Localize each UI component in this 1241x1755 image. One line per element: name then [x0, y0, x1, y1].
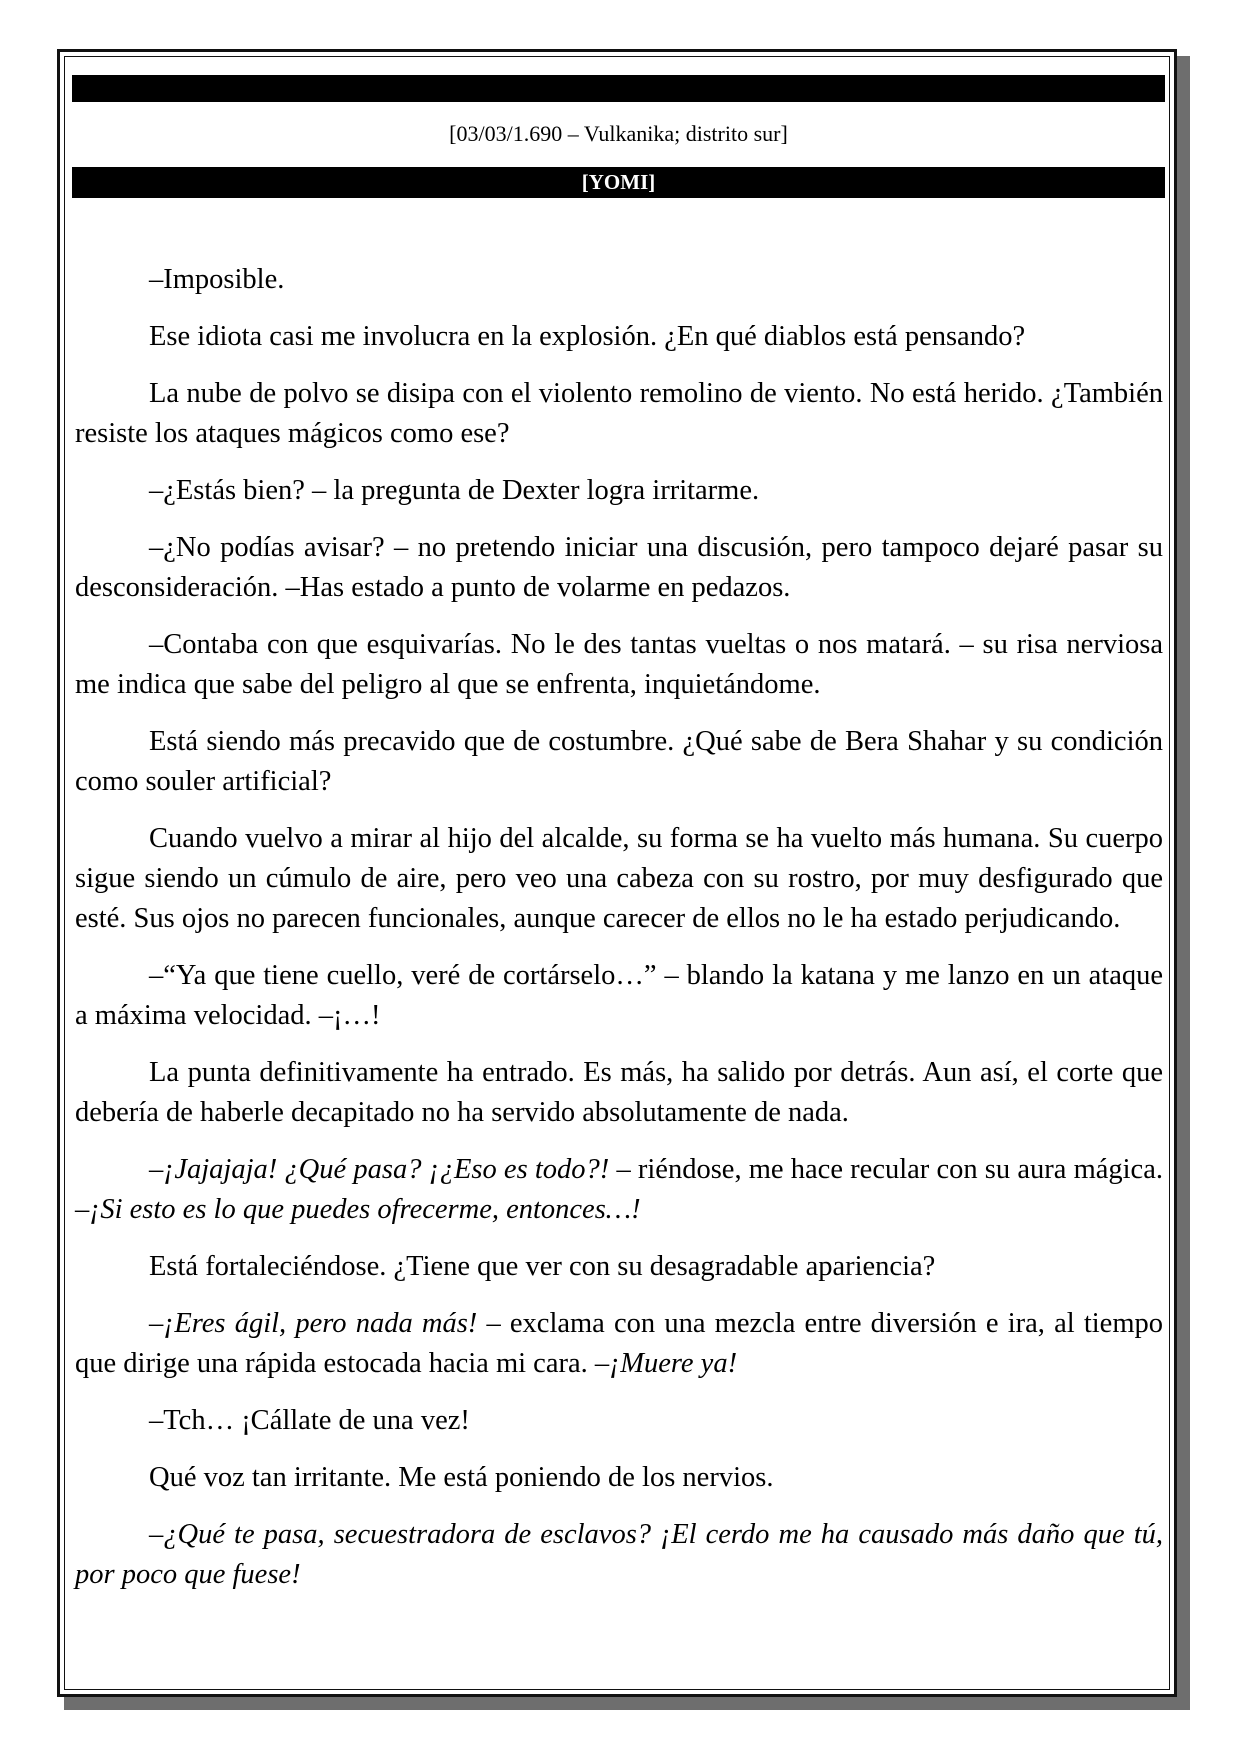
text-segment: –: [149, 1519, 164, 1550]
text-segment: – riéndose, me hace recular con su aura mágica. –: [75, 1154, 1163, 1225]
paragraph: [75, 1304, 1163, 1384]
paragraph: [75, 1458, 1163, 1498]
text-segment: La nube de polvo se disipa con el violento remolino de viento. No está herido. ¿También resiste los ataques mágicos como ese?: [75, 378, 1163, 449]
paragraph: [75, 1401, 1163, 1441]
chapter-body-text: [75, 260, 1163, 1612]
text-segment: Ese idiota casi me involucra en la explosión. ¿En qué diablos está pensando?: [149, 321, 1026, 352]
text-segment: –¿No podías avisar? – no pretendo iniciar una discusión, pero tampoco dejaré pasar su desconsideración. –Has estado a punto de volarme en pedazos.: [75, 532, 1163, 603]
paragraph: [75, 956, 1163, 1036]
text-segment: Qué voz tan irritante. Me está poniendo de los nervios.: [149, 1462, 774, 1493]
paragraph: [75, 1150, 1163, 1230]
text-segment: –: [149, 1308, 164, 1339]
text-segment: – exclama con una mezcla entre diversión e ira, al tiempo que dirige una rápida estocada hacia mi cara. –: [75, 1308, 1163, 1379]
italic-dialogue: ¡Eres ágil, pero nada más!: [163, 1308, 478, 1339]
text-segment: –Imposible.: [149, 264, 285, 295]
text-segment: La punta definitivamente ha entrado. Es más, ha salido por detrás. Aun así, el corte que debería de haberle decapitado no ha servido absolutamente de nada.: [75, 1057, 1163, 1128]
text-segment: –“Ya que tiene cuello, veré de cortárselo…” – blando la katana y me lanzo en un ataque a máxima velocidad. –¡…!: [75, 960, 1163, 1031]
paragraph: [75, 528, 1163, 608]
paragraph: [75, 819, 1163, 939]
header-top-bar: [72, 75, 1165, 102]
paragraph: [75, 260, 1163, 300]
text-segment: –Contaba con que esquivarías. No le des tantas vueltas o nos matará. – su risa nerviosa me indica que sabe del peligro al que se enfrenta, inquietándome.: [75, 629, 1163, 700]
scene-location-header: [03/03/1.690 – Vulkanika; distrito sur]: [449, 121, 788, 146]
italic-dialogue: ¡Si esto es lo que puedes ofrecerme, entonces…!: [89, 1194, 641, 1225]
pov-character-bar: [YOMI]: [72, 167, 1165, 198]
paragraph: [75, 1247, 1163, 1287]
text-segment: –: [149, 1154, 164, 1185]
paragraph: [75, 317, 1163, 357]
text-segment: –Tch… ¡Cállate de una vez!: [149, 1405, 470, 1436]
paragraph: [75, 1515, 1163, 1595]
text-segment: Está fortaleciéndose. ¿Tiene que ver con su desagradable apariencia?: [149, 1251, 936, 1282]
text-segment: Está siendo más precavido que de costumbre. ¿Qué sabe de Bera Shahar y su condición como souler artificial?: [75, 726, 1163, 797]
paragraph: [75, 374, 1163, 454]
italic-dialogue: ¡Muere ya!: [609, 1348, 738, 1379]
italic-dialogue: ¡Jajajaja! ¿Qué pasa? ¡¿Eso es todo?!: [163, 1154, 610, 1185]
text-segment: Cuando vuelvo a mirar al hijo del alcalde, su forma se ha vuelto más humana. Su cuerpo sigue siendo un cúmulo de aire, pero veo una cabeza con su rostro, por muy desfigurado que esté. Sus ojos no parecen funcionales, aunque carecer de ellos no le ha estado perjudicando.: [75, 823, 1163, 934]
paragraph: [75, 1053, 1163, 1133]
paragraph: [75, 722, 1163, 802]
paragraph: [75, 471, 1163, 511]
text-segment: –¿Estás bien? – la pregunta de Dexter logra irritarme.: [149, 475, 760, 506]
paragraph: [75, 625, 1163, 705]
italic-dialogue: ¿Qué te pasa, secuestradora de esclavos? ¡El cerdo me ha causado más daño que tú, por poco que fuese!: [75, 1519, 1163, 1590]
